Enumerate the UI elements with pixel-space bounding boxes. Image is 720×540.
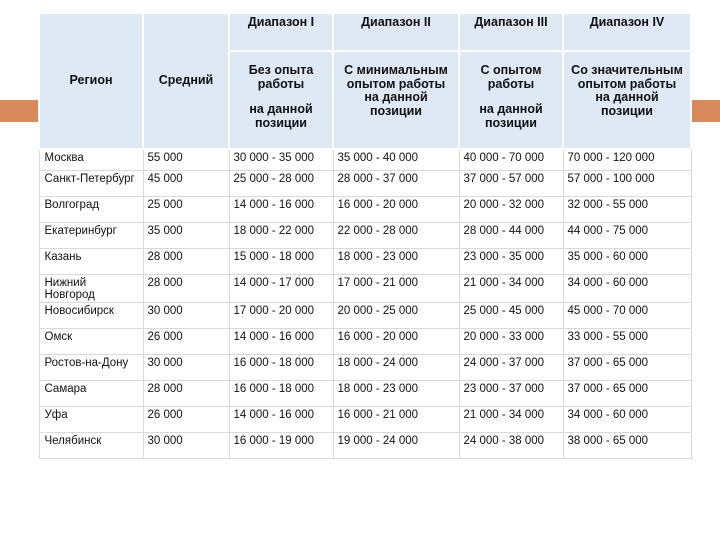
range-2-cell: 22 000 - 28 000 — [333, 222, 459, 248]
range-3-cell: 37 000 - 57 000 — [459, 170, 563, 196]
range-4-cell: 32 000 - 55 000 — [563, 196, 691, 222]
range-2-cell: 35 000 - 40 000 — [333, 149, 459, 170]
header-range-4-note: на данной позиции — [595, 90, 659, 118]
header-row-ranges — [39, 13, 691, 51]
range-3-cell: 21 000 - 34 000 — [459, 406, 563, 432]
range-2-cell: 17 000 - 21 000 — [333, 274, 459, 302]
header-range-1-note: на данной позиции — [249, 102, 313, 130]
range-1-cell: 17 000 - 20 000 — [229, 302, 333, 328]
table-row — [39, 196, 691, 222]
range-1-cell: 15 000 - 18 000 — [229, 248, 333, 274]
average-cell: 26 000 — [143, 406, 229, 432]
header-range-3-note: на данной позиции — [479, 102, 543, 130]
header-range-4-experience: Со значительным опытом работы — [571, 63, 683, 91]
header-region: Регион — [39, 13, 143, 149]
range-1-cell: 30 000 - 35 000 — [229, 149, 333, 170]
table-row — [39, 274, 691, 302]
header-range-1-desc — [229, 51, 333, 149]
range-3-cell: 20 000 - 33 000 — [459, 328, 563, 354]
table-row — [39, 328, 691, 354]
table-header — [39, 13, 691, 149]
region-cell: Челябинск — [39, 432, 143, 458]
range-3-cell: 24 000 - 37 000 — [459, 354, 563, 380]
salary-table — [38, 12, 692, 459]
range-4-cell: 38 000 - 65 000 — [563, 432, 691, 458]
region-cell: Нижний Новгород — [39, 274, 143, 302]
range-1-cell: 14 000 - 16 000 — [229, 406, 333, 432]
table-row — [39, 222, 691, 248]
header-range-1-experience: Без опыта работы — [248, 63, 314, 91]
average-cell: 30 000 — [143, 432, 229, 458]
range-3-cell: 40 000 - 70 000 — [459, 149, 563, 170]
range-1-cell: 25 000 - 28 000 — [229, 170, 333, 196]
range-3-cell: 20 000 - 32 000 — [459, 196, 563, 222]
range-2-cell: 28 000 - 37 000 — [333, 170, 459, 196]
range-2-cell: 18 000 - 23 000 — [333, 380, 459, 406]
table-row — [39, 380, 691, 406]
region-cell: Омск — [39, 328, 143, 354]
region-cell: Новосибирск — [39, 302, 143, 328]
range-1-cell: 18 000 - 22 000 — [229, 222, 333, 248]
average-cell: 45 000 — [143, 170, 229, 196]
range-3-cell: 23 000 - 35 000 — [459, 248, 563, 274]
header-average: Средний — [143, 13, 229, 149]
table-row — [39, 248, 691, 274]
region-cell: Самара — [39, 380, 143, 406]
range-1-cell: 14 000 - 16 000 — [229, 328, 333, 354]
range-2-cell: 19 000 - 24 000 — [333, 432, 459, 458]
header-range-4-desc — [563, 51, 691, 149]
table-row — [39, 432, 691, 458]
range-2-cell: 20 000 - 25 000 — [333, 302, 459, 328]
range-1-cell: 16 000 - 19 000 — [229, 432, 333, 458]
table-row — [39, 170, 691, 196]
region-cell: Екатеринбург — [39, 222, 143, 248]
table-row — [39, 149, 691, 170]
region-cell: Казань — [39, 248, 143, 274]
header-range-3-experience: С опытом работы — [480, 63, 542, 91]
average-cell: 35 000 — [143, 222, 229, 248]
range-3-cell: 21 000 - 34 000 — [459, 274, 563, 302]
header-range-2-experience: С минимальным опытом работы — [344, 63, 448, 91]
average-cell: 26 000 — [143, 328, 229, 354]
range-2-cell: 16 000 - 21 000 — [333, 406, 459, 432]
header-range-1-title: Диапазон I — [229, 13, 333, 51]
range-2-cell: 18 000 - 24 000 — [333, 354, 459, 380]
average-cell: 28 000 — [143, 380, 229, 406]
average-cell: 30 000 — [143, 302, 229, 328]
header-range-2-title: Диапазон II — [333, 13, 459, 51]
region-cell: Ростов-на-Дону — [39, 354, 143, 380]
range-2-cell: 16 000 - 20 000 — [333, 328, 459, 354]
region-cell: Уфа — [39, 406, 143, 432]
range-1-cell: 16 000 - 18 000 — [229, 354, 333, 380]
range-4-cell: 37 000 - 65 000 — [563, 354, 691, 380]
average-cell: 28 000 — [143, 248, 229, 274]
region-cell: Москва — [39, 149, 143, 170]
range-4-cell: 34 000 - 60 000 — [563, 274, 691, 302]
range-4-cell: 34 000 - 60 000 — [563, 406, 691, 432]
range-4-cell: 45 000 - 70 000 — [563, 302, 691, 328]
range-4-cell: 37 000 - 65 000 — [563, 380, 691, 406]
region-cell: Санкт-Петербург — [39, 170, 143, 196]
accent-bar-right — [690, 100, 720, 122]
range-3-cell: 23 000 - 37 000 — [459, 380, 563, 406]
range-1-cell: 14 000 - 17 000 — [229, 274, 333, 302]
average-cell: 30 000 — [143, 354, 229, 380]
range-4-cell: 35 000 - 60 000 — [563, 248, 691, 274]
average-cell: 28 000 — [143, 274, 229, 302]
header-range-2-desc — [333, 51, 459, 149]
range-3-cell: 24 000 - 38 000 — [459, 432, 563, 458]
range-1-cell: 14 000 - 16 000 — [229, 196, 333, 222]
table-row — [39, 406, 691, 432]
table-row — [39, 302, 691, 328]
table-row — [39, 354, 691, 380]
salary-table-container — [38, 12, 690, 459]
header-range-2-note: на данной позиции — [364, 90, 428, 118]
header-range-3-title: Диапазон III — [459, 13, 563, 51]
range-2-cell: 18 000 - 23 000 — [333, 248, 459, 274]
header-range-4-title: Диапазон IV — [563, 13, 691, 51]
range-4-cell: 70 000 - 120 000 — [563, 149, 691, 170]
range-4-cell: 57 000 - 100 000 — [563, 170, 691, 196]
range-2-cell: 16 000 - 20 000 — [333, 196, 459, 222]
average-cell: 25 000 — [143, 196, 229, 222]
average-cell: 55 000 — [143, 149, 229, 170]
range-3-cell: 25 000 - 45 000 — [459, 302, 563, 328]
header-range-3-desc — [459, 51, 563, 149]
range-1-cell: 16 000 - 18 000 — [229, 380, 333, 406]
range-4-cell: 33 000 - 55 000 — [563, 328, 691, 354]
table-body — [39, 149, 691, 458]
range-3-cell: 28 000 - 44 000 — [459, 222, 563, 248]
accent-bar-left — [0, 100, 38, 122]
range-4-cell: 44 000 - 75 000 — [563, 222, 691, 248]
region-cell: Волгоград — [39, 196, 143, 222]
